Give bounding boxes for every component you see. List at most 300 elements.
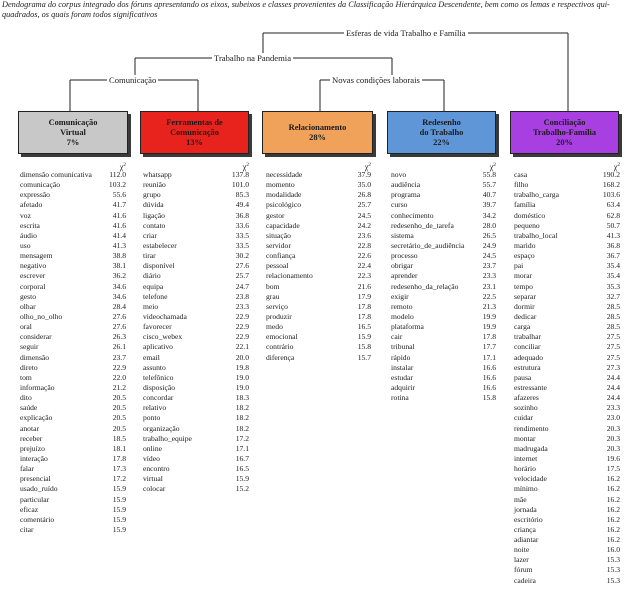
chi-symbol: χ (364, 162, 369, 172)
term-row (391, 332, 496, 342)
term-lemma: falar (20, 464, 34, 474)
chi-symbol: χ (489, 162, 494, 172)
term-chi-value: 15.7 (357, 352, 371, 362)
term-lemma: ponto (143, 413, 161, 423)
term-row (20, 515, 126, 525)
term-row (391, 322, 496, 332)
term-lemma: morar (514, 271, 533, 281)
term-chi-value: 17.5 (606, 464, 620, 474)
term-row (391, 200, 496, 210)
term-row (266, 190, 371, 200)
term-row (20, 200, 126, 210)
term-chi-value: 35.3 (606, 281, 620, 291)
term-row (143, 332, 249, 342)
term-lemma: serviço (266, 301, 288, 311)
term-row (514, 535, 620, 545)
term-row (514, 251, 620, 261)
term-row (514, 292, 620, 302)
term-lemma: família (514, 200, 536, 210)
term-row (266, 251, 371, 261)
term-lemma: estrutura (514, 362, 541, 372)
term-lemma: citar (20, 524, 34, 534)
term-chi-value: 36.8 (606, 240, 620, 250)
term-lemma: anotar (20, 423, 39, 433)
class-percent: 28% (309, 132, 326, 142)
term-row (20, 383, 126, 393)
term-row (266, 211, 371, 221)
term-lemma: organização (143, 423, 180, 433)
term-row (20, 393, 126, 403)
term-row (143, 464, 249, 474)
chi-superscript: 2 (617, 162, 620, 168)
term-lemma: curso (391, 200, 408, 210)
term-row (20, 434, 126, 444)
term-row (143, 221, 249, 231)
term-row (20, 180, 126, 190)
figure-caption: Dendograma do corpus integrado dos fóruns apresentando os eixos, subeixos e classes provenientes da Classificação Hierárquica Descendente, bem como os lemas e respectivos qui-quadrados, os quais foram todos significativos (2, 0, 610, 19)
term-chi-value: 41.7 (112, 200, 126, 210)
term-row (266, 180, 371, 190)
term-row (514, 363, 620, 373)
chi-superscript: 2 (246, 162, 249, 168)
term-row (143, 444, 249, 454)
term-row (514, 555, 620, 565)
term-row (266, 170, 371, 180)
term-lemma: instalar (391, 362, 414, 372)
term-row (266, 271, 371, 281)
term-row (514, 261, 620, 271)
class-box-2 (140, 111, 249, 154)
term-lemma: virtual (143, 474, 163, 484)
term-chi-value: 15.9 (112, 494, 126, 504)
term-chi-value: 17.2 (235, 433, 249, 443)
term-row (514, 464, 620, 474)
term-chi-value: 41.4 (112, 230, 126, 240)
term-lemma: trabalho_equipe (143, 433, 192, 443)
terms-column-5 (514, 160, 620, 586)
term-row (391, 383, 496, 393)
term-row (514, 373, 620, 383)
term-lemma: colocar (143, 484, 166, 494)
term-lemma: online (143, 443, 162, 453)
term-chi-value: 15.9 (112, 484, 126, 494)
term-chi-value: 168.2 (602, 180, 620, 190)
term-chi-value: 26.1 (112, 342, 126, 352)
term-chi-value: 22.1 (235, 342, 249, 352)
term-chi-value: 26.3 (112, 332, 126, 342)
term-row (514, 393, 620, 403)
term-chi-value: 50.7 (606, 220, 620, 230)
term-lemma: olhar (20, 301, 36, 311)
chi-square-header (266, 160, 371, 170)
term-row (143, 282, 249, 292)
term-lemma: remoto (391, 301, 413, 311)
term-lemma: telefone (143, 291, 168, 301)
term-row (266, 261, 371, 271)
term-row (391, 241, 496, 251)
term-lemma: disposição (143, 382, 176, 392)
term-row (143, 342, 249, 352)
term-chi-value: 21.3 (482, 301, 496, 311)
term-lemma: rápido (391, 352, 411, 362)
term-chi-value: 25.7 (357, 200, 371, 210)
term-lemma: emocional (266, 332, 298, 342)
term-lemma: prejuízo (20, 443, 45, 453)
class-title: Comunicação Virtual (48, 117, 98, 137)
term-lemma: seguir (20, 342, 39, 352)
term-row (143, 373, 249, 383)
term-lemma: servidor (266, 240, 291, 250)
term-row (514, 444, 620, 454)
term-lemma: presencial (20, 474, 51, 484)
term-row (266, 312, 371, 322)
term-lemma: doméstico (514, 210, 546, 220)
term-chi-value: 15.3 (606, 565, 620, 575)
term-lemma: escrita (20, 220, 40, 230)
term-chi-value: 19.0 (235, 372, 249, 382)
class-title: Ferramentas de Comunicação (166, 117, 223, 137)
term-row (514, 545, 620, 555)
term-row (514, 434, 620, 444)
term-row (514, 200, 620, 210)
terms-column-2 (143, 160, 249, 495)
term-chi-value: 35.4 (606, 271, 620, 281)
term-lemma: criança (514, 524, 536, 534)
term-row (143, 484, 249, 494)
term-chi-value: 22.3 (357, 271, 371, 281)
term-chi-value: 17.1 (235, 443, 249, 453)
term-lemma: saúde (20, 403, 38, 413)
term-row (266, 292, 371, 302)
term-lemma: favorecer (143, 322, 172, 332)
term-row (391, 180, 496, 190)
term-row (143, 322, 249, 332)
term-chi-value: 17.8 (357, 301, 371, 311)
term-row (266, 332, 371, 342)
term-lemma: pausa (514, 372, 532, 382)
term-chi-value: 28.5 (606, 311, 620, 321)
term-chi-value: 22.4 (357, 261, 371, 271)
term-chi-value: 55.6 (112, 190, 126, 200)
term-row (143, 292, 249, 302)
term-chi-value: 20.0 (235, 352, 249, 362)
term-chi-value: 33.6 (235, 220, 249, 230)
term-lemma: grau (266, 291, 280, 301)
term-row (266, 353, 371, 363)
term-lemma: mínimo (514, 484, 538, 494)
term-chi-value: 21.2 (112, 382, 126, 392)
term-row (20, 322, 126, 332)
term-row (20, 464, 126, 474)
term-chi-value: 27.6 (112, 322, 126, 332)
term-lemma: whatsapp (143, 170, 172, 179)
term-row (391, 282, 496, 292)
term-lemma: corporal (20, 281, 46, 291)
term-chi-value: 22.9 (235, 311, 249, 321)
term-chi-value: 19.9 (482, 322, 496, 332)
term-row (143, 261, 249, 271)
term-chi-value: 15.9 (235, 474, 249, 484)
term-chi-value: 28.5 (606, 301, 620, 311)
term-row (20, 231, 126, 241)
term-lemma: email (143, 352, 160, 362)
term-row (143, 312, 249, 322)
term-lemma: cair (391, 332, 403, 342)
term-chi-value: 137.8 (231, 170, 249, 179)
chi-symbol: χ (242, 162, 247, 172)
term-lemma: videochamada (143, 311, 187, 321)
term-lemma: dúvida (143, 200, 164, 210)
term-chi-value: 22.0 (112, 372, 126, 382)
term-lemma: dito (20, 393, 32, 403)
term-chi-value: 103.6 (602, 190, 620, 200)
term-row (20, 403, 126, 413)
term-row (514, 231, 620, 241)
term-row (20, 444, 126, 454)
term-row (514, 413, 620, 423)
term-lemma: escritório (514, 514, 543, 524)
chi-superscript: 2 (123, 162, 126, 168)
term-lemma: receber (20, 433, 43, 443)
terms-column-1 (20, 160, 126, 535)
term-row (20, 525, 126, 535)
term-chi-value: 26.5 (482, 230, 496, 240)
term-lemma: criar (143, 230, 157, 240)
term-row (20, 312, 126, 322)
term-chi-value: 20.3 (606, 433, 620, 443)
term-chi-value: 16.2 (606, 494, 620, 504)
axis-label-novas: Novas condições laborais (332, 75, 420, 85)
term-chi-value: 19.6 (606, 453, 620, 463)
term-chi-value: 24.5 (357, 210, 371, 220)
term-row (20, 302, 126, 312)
term-lemma: aplicativo (143, 342, 173, 352)
term-row (266, 231, 371, 241)
term-lemma: cuidar (514, 413, 533, 423)
term-chi-value: 27.6 (112, 311, 126, 321)
term-lemma: relacionamento (266, 271, 313, 281)
term-chi-value: 23.6 (357, 230, 371, 240)
term-lemma: modelo (391, 311, 414, 321)
term-row (514, 505, 620, 515)
term-chi-value: 22.6 (357, 251, 371, 261)
term-lemma: grupo (143, 190, 161, 200)
term-lemma: aprender (391, 271, 418, 281)
term-lemma: meio (143, 301, 159, 311)
term-chi-value: 33.5 (235, 240, 249, 250)
term-chi-value: 20.5 (112, 413, 126, 423)
term-row (20, 211, 126, 221)
term-row (20, 413, 126, 423)
term-chi-value: 36.8 (235, 210, 249, 220)
term-chi-value: 35.4 (606, 261, 620, 271)
term-chi-value: 16.2 (606, 504, 620, 514)
term-lemma: noite (514, 545, 530, 555)
term-row (143, 302, 249, 312)
class-percent: 7% (66, 137, 80, 147)
term-lemma: vídeo (143, 453, 160, 463)
term-chi-value: 15.3 (606, 555, 620, 565)
term-lemma: pessoal (266, 261, 289, 271)
term-chi-value: 18.5 (112, 433, 126, 443)
term-row (20, 363, 126, 373)
term-chi-value: 17.9 (357, 291, 371, 301)
term-lemma: novo (391, 170, 407, 179)
term-row (143, 170, 249, 180)
term-chi-value: 22.9 (235, 322, 249, 332)
term-row (20, 373, 126, 383)
term-chi-value: 28.0 (482, 220, 496, 230)
class-box-5 (510, 111, 619, 154)
term-lemma: marido (514, 240, 536, 250)
term-row (391, 170, 496, 180)
term-lemma: informação (20, 382, 55, 392)
term-lemma: dormir (514, 301, 535, 311)
term-lemma: mãe (514, 494, 527, 504)
class-percent: 22% (433, 137, 450, 147)
term-row (20, 505, 126, 515)
terms-column-4 (391, 160, 496, 403)
term-chi-value: 20.5 (112, 423, 126, 433)
term-row (143, 413, 249, 423)
term-chi-value: 16.6 (482, 362, 496, 372)
term-lemma: direto (20, 362, 38, 372)
term-lemma: afetado (20, 200, 43, 210)
term-chi-value: 28.4 (112, 301, 126, 311)
term-row (143, 241, 249, 251)
term-lemma: uso (20, 240, 31, 250)
term-chi-value: 19.0 (235, 382, 249, 392)
term-lemma: comentário (20, 514, 55, 524)
term-chi-value: 112.0 (109, 170, 126, 179)
term-lemma: contato (143, 220, 166, 230)
term-chi-value: 27.5 (606, 342, 620, 352)
term-chi-value: 37.9 (357, 170, 371, 179)
term-lemma: tribunal (391, 342, 415, 352)
term-chi-value: 101.0 (231, 180, 249, 190)
term-row (266, 241, 371, 251)
term-lemma: estressante (514, 382, 547, 392)
class-box-4 (387, 111, 496, 154)
term-chi-value: 23.8 (235, 291, 249, 301)
term-lemma: eficaz (20, 504, 39, 514)
term-chi-value: 16.2 (606, 514, 620, 524)
term-row (20, 282, 126, 292)
term-lemma: mensagem (20, 251, 53, 261)
term-lemma: reunião (143, 180, 166, 190)
term-chi-value: 49.4 (235, 200, 249, 210)
term-chi-value: 55.8 (482, 170, 496, 179)
term-chi-value: 38.8 (112, 251, 126, 261)
term-chi-value: 16.2 (606, 535, 620, 545)
term-row (514, 576, 620, 586)
term-chi-value: 18.2 (235, 423, 249, 433)
term-lemma: comunicação (20, 180, 61, 190)
term-row (514, 565, 620, 575)
term-chi-value: 41.6 (112, 210, 126, 220)
term-row (514, 211, 620, 221)
term-lemma: sozinho (514, 403, 538, 413)
term-chi-value: 20.5 (112, 393, 126, 403)
term-row (143, 190, 249, 200)
class-box-1 (18, 111, 128, 154)
term-chi-value: 22.5 (482, 291, 496, 301)
term-chi-value: 41.6 (112, 220, 126, 230)
term-chi-value: 26.8 (357, 190, 371, 200)
term-lemma: rotina (391, 393, 409, 403)
term-row (391, 373, 496, 383)
term-chi-value: 15.9 (112, 504, 126, 514)
term-row (20, 424, 126, 434)
term-row (20, 170, 126, 180)
term-chi-value: 39.7 (482, 200, 496, 210)
term-chi-value: 23.0 (606, 413, 620, 423)
term-row (143, 403, 249, 413)
term-row (266, 342, 371, 352)
term-chi-value: 25.7 (235, 271, 249, 281)
term-row (143, 211, 249, 221)
term-chi-value: 22.9 (112, 362, 126, 372)
term-lemma: processo (391, 251, 418, 261)
term-lemma: lazer (514, 555, 529, 565)
term-chi-value: 23.3 (235, 301, 249, 311)
class-percent: 13% (186, 137, 203, 147)
term-row (266, 221, 371, 231)
term-chi-value: 40.7 (482, 190, 496, 200)
term-chi-value: 27.5 (606, 352, 620, 362)
term-row (514, 332, 620, 342)
term-chi-value: 17.8 (112, 453, 126, 463)
term-chi-value: 18.2 (235, 403, 249, 413)
chi-superscript: 2 (493, 162, 496, 168)
term-row (143, 363, 249, 373)
term-row (514, 190, 620, 200)
term-row (514, 403, 620, 413)
term-chi-value: 23.3 (606, 403, 620, 413)
term-chi-value: 15.9 (112, 514, 126, 524)
term-chi-value: 24.4 (606, 393, 620, 403)
term-row (20, 454, 126, 464)
term-chi-value: 190.2 (602, 170, 620, 179)
term-lemma: ligação (143, 210, 165, 220)
term-chi-value: 19.9 (482, 311, 496, 321)
term-lemma: plataforma (391, 322, 424, 332)
term-row (514, 484, 620, 494)
term-lemma: explicação (20, 413, 53, 423)
term-row (143, 474, 249, 484)
term-lemma: produzir (266, 311, 292, 321)
term-chi-value: 28.5 (606, 322, 620, 332)
term-chi-value: 21.6 (357, 281, 371, 291)
term-lemma: interação (20, 453, 48, 463)
term-lemma: pequeno (514, 220, 540, 230)
chi-superscript: 2 (368, 162, 371, 168)
term-chi-value: 34.6 (112, 281, 126, 291)
term-lemma: dimensão comunicativa (20, 170, 92, 179)
term-chi-value: 36.7 (606, 251, 620, 261)
term-row (143, 434, 249, 444)
term-lemma: diário (143, 271, 161, 281)
term-chi-value: 23.7 (112, 352, 126, 362)
terms-column-3 (266, 160, 371, 363)
term-row (391, 353, 496, 363)
term-lemma: concordar (143, 393, 174, 403)
term-row (391, 211, 496, 221)
term-row (514, 322, 620, 332)
term-lemma: tirar (143, 251, 156, 261)
term-lemma: fórum (514, 565, 533, 575)
term-row (20, 271, 126, 281)
